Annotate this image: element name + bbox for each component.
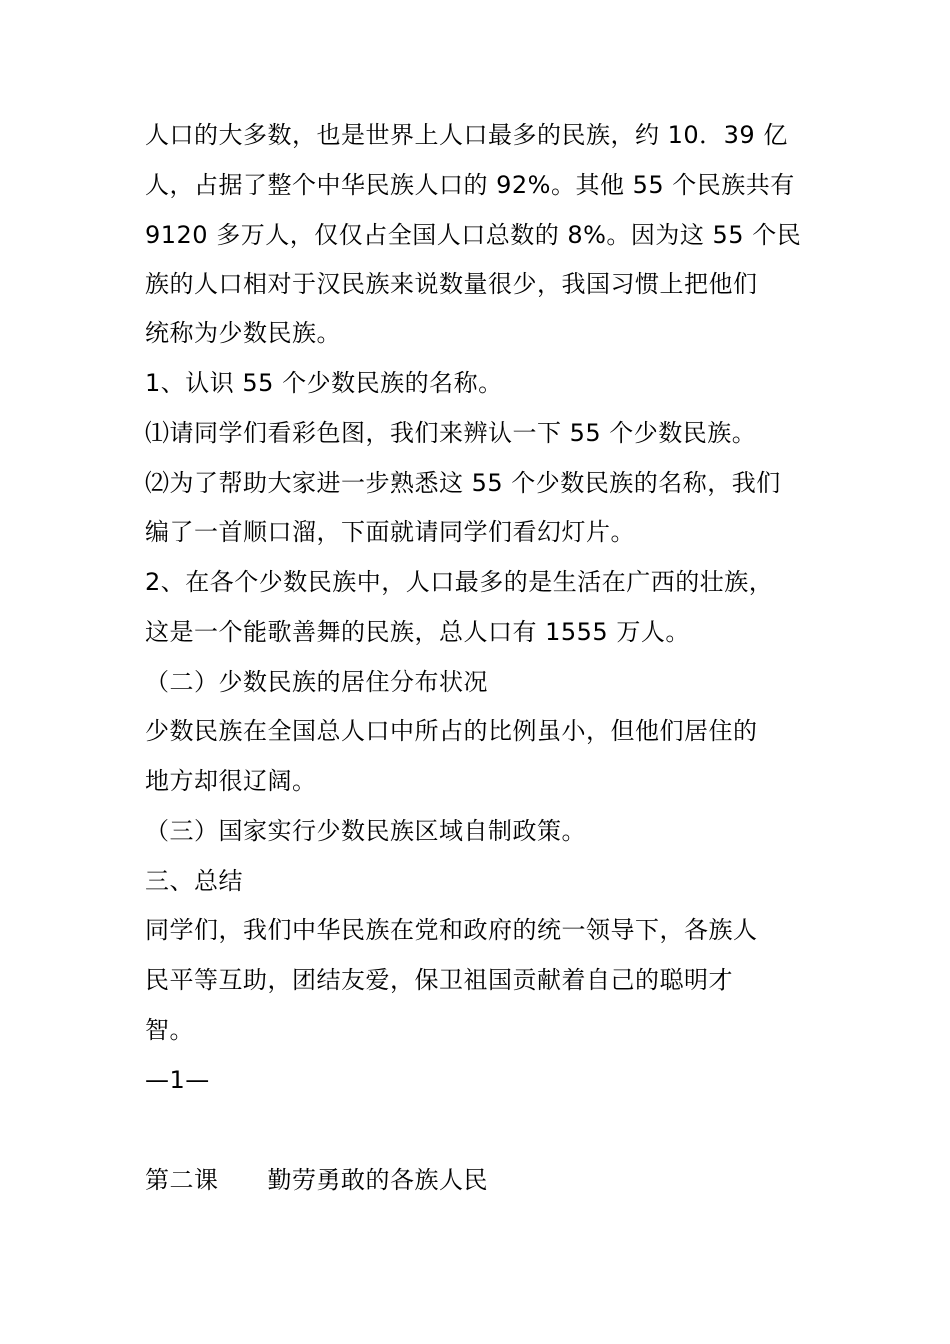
text-line-2: 人，占据了整个中华民族人口的 92%。其他 55 个民族共有 — [145, 171, 795, 199]
text-line-13: 少数民族在全国总人口中所占的比例虽小，但他们居住的 — [145, 717, 758, 745]
text-line-3: 9120 多万人，仅仅占全国人口总数的 8%。因为这 55 个民 — [145, 221, 802, 249]
text-line-11: 这是一个能歌善舞的民族，总人口有 1555 万人。 — [145, 618, 690, 646]
text-line-7: ⑴请同学们看彩色图，我们来辨认一下 55 个少数民族。 — [145, 419, 757, 447]
section-heading-3: （三）国家实行少数民族区域自制政策。 — [145, 817, 586, 845]
page-number: —1— — [145, 1066, 210, 1094]
summary-heading: 三、总结 — [145, 867, 243, 895]
text-line-17: 同学们，我们中华民族在党和政府的统一领导下，各族人 — [145, 916, 758, 944]
text-line-9: 编了一首顺口溜，下面就请同学们看幻灯片。 — [145, 518, 635, 546]
text-line-14: 地方却很辽阔。 — [145, 767, 317, 795]
text-line-8: ⑵为了帮助大家进一步熟悉这 55 个少数民族的名称，我们 — [145, 469, 781, 497]
text-line-6: 1、认识 55 个少数民族的名称。 — [145, 369, 503, 397]
text-line-1: 人口的大多数，也是世界上人口最多的民族，约 10．39 亿 — [145, 121, 788, 149]
section-heading-2: （二）少数民族的居住分布状况 — [145, 668, 488, 696]
text-line-18: 民平等互助，团结友爱，保卫祖国贡献着自己的聪明才 — [145, 966, 733, 994]
text-line-10: 2、在各个少数民族中，人口最多的是生活在广西的壮族， — [145, 568, 774, 596]
text-line-4: 族的人口相对于汉民族来说数量很少，我国习惯上把他们 — [145, 270, 758, 298]
text-line-5: 统称为少数民族。 — [145, 319, 341, 347]
text-line-19: 智。 — [145, 1016, 194, 1044]
next-lesson-title: 第二课 勤劳勇敢的各族人民 — [145, 1166, 488, 1194]
